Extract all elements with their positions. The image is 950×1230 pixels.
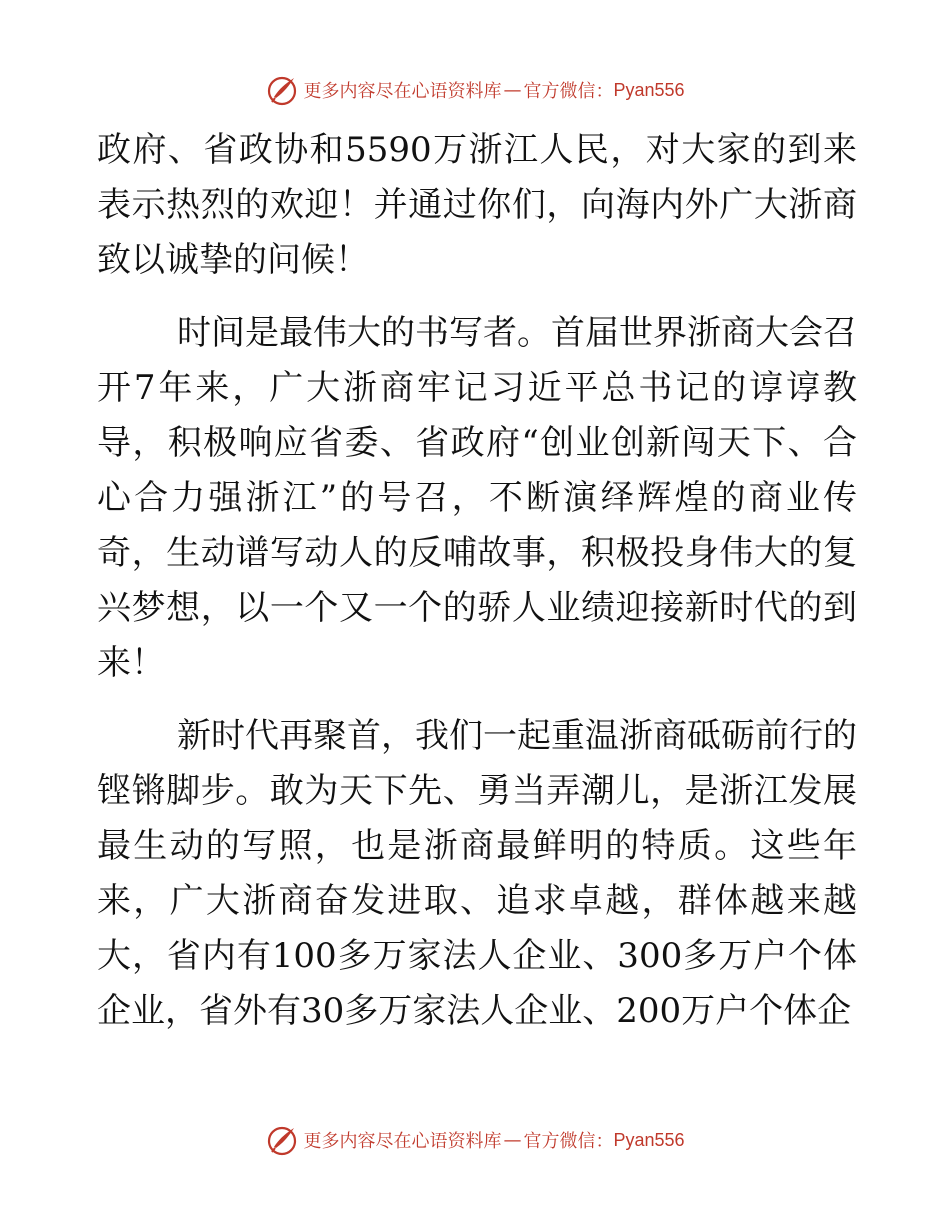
footer-wechat-id: Pyan556	[613, 1129, 685, 1150]
paragraph-gap	[97, 691, 857, 709]
footer-dash: —	[503, 1129, 522, 1151]
quill-pen-logo-icon	[265, 1123, 299, 1157]
paragraph-gap	[97, 288, 857, 306]
quill-pen-logo-icon	[265, 73, 299, 107]
paragraph-3: 新时代再聚首，我们一起重温浙商砥砺前行的铿锵脚步。敢为天下先、勇当弄潮儿，是浙江发展最生动的写照，也是浙商最鲜明的特质。这些年来，广大浙商奋发进取、追求卓越，群体越来越大，省内有100多万家法人企业、300多万户个体企业，省外有30多万家法人企业、200万户个体企	[97, 716, 857, 1031]
document-body	[97, 123, 857, 1039]
footer-site-text: 更多内容尽在心语资料库	[303, 1131, 502, 1152]
header-wechat-id: Pyan556	[613, 79, 685, 100]
header-wechat-label: 官方微信：	[523, 81, 614, 102]
header-site-text: 更多内容尽在心语资料库	[303, 81, 502, 102]
paragraph-1: 政府、省政协和5590万浙江人民，对大家的到来表示热烈的欢迎！并通过你们，向海内外广大浙商致以诚挚的问候！	[97, 130, 857, 280]
footer-wechat-label: 官方微信：	[523, 1131, 614, 1152]
header-banner	[0, 70, 950, 110]
footer-banner	[0, 1120, 950, 1160]
paragraph-2: 时间是最伟大的书写者。首届世界浙商大会召开7年来，广大浙商牢记习近平总书记的谆谆教导，积极响应省委、省政府“创业创新闯天下、合心合力强浙江”的号召，不断演绎辉煌的商业传奇，生动谱写动人的反哺故事，积极投身伟大的复兴梦想，以一个又一个的骄人业绩迎接新时代的到来！	[97, 313, 857, 683]
header-dash: —	[503, 79, 522, 101]
